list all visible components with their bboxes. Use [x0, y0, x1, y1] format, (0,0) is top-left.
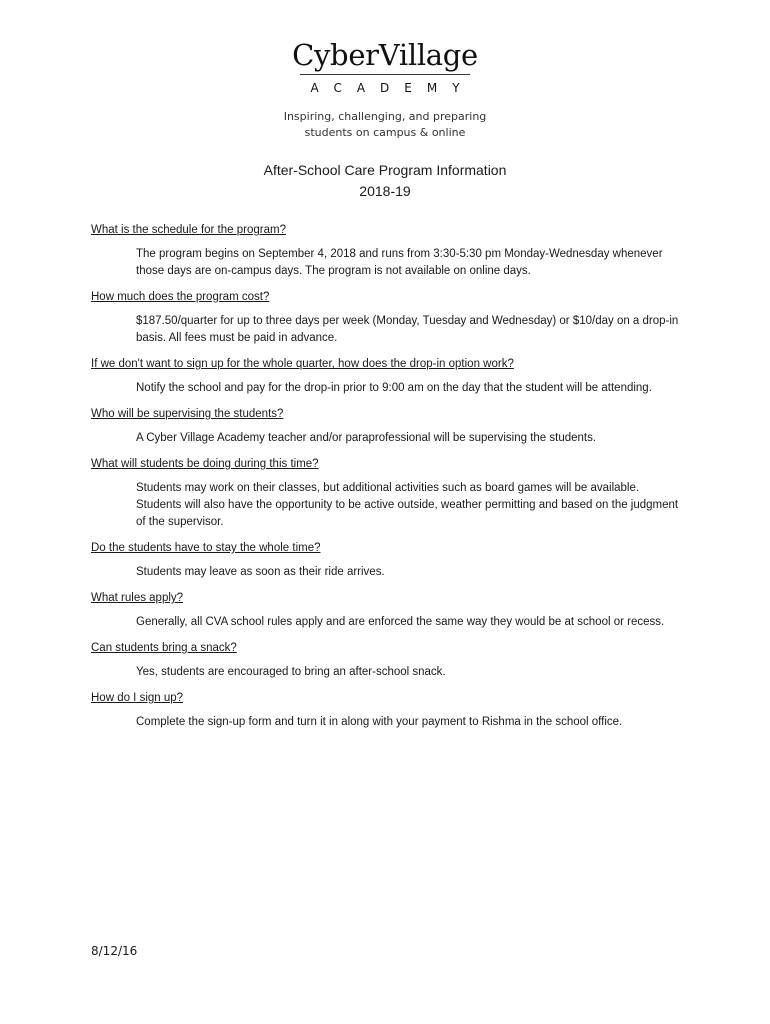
faq-item [91, 540, 691, 581]
footer-date: 8/12/16 [91, 944, 138, 958]
faq-question: What rules apply? [91, 592, 184, 604]
faq-question: How do I sign up? [91, 692, 184, 704]
faq-answer: A Cyber Village Academy teacher and/or paraprofessional will be supervising the students. [136, 432, 597, 444]
title-year: 2018-19 [359, 183, 411, 199]
faq-question: How much does the program cost? [91, 291, 270, 303]
faq-answer: Students may leave as soon as their ride arrives. [136, 566, 385, 578]
faq-question: Do the students have to stay the whole time? [91, 542, 321, 554]
faq-question: Can students bring a snack? [91, 642, 237, 654]
school-logo [0, 38, 770, 141]
logo-subtitle: ACADEMY [310, 81, 475, 95]
tagline-line-2: students on campus & online [304, 126, 466, 139]
faq-answer: Students may work on their classes, but additional activities such as board games will be available. Students will also have the opportunity to be active outside, weather permitting and based on the judgment of the supervisor. [136, 482, 679, 528]
faq-question: What will students be doing during this time? [91, 458, 319, 470]
faq-item [91, 289, 691, 347]
faq-item [91, 222, 691, 280]
faq-item [91, 456, 691, 531]
faq-item [91, 640, 691, 681]
faq-answer: Notify the school and pay for the drop-in prior to 9:00 am on the day that the student will be attending. [136, 382, 652, 394]
faq-answer: Generally, all CVA school rules apply and are enforced the same way they would be at school or recess. [136, 616, 665, 628]
faq-item [91, 406, 691, 447]
faq-question: What is the schedule for the program? [91, 224, 286, 236]
title-line-1: After-School Care Program Information [263, 162, 507, 178]
document-title [0, 160, 770, 202]
faq-question: Who will be supervising the students? [91, 408, 284, 420]
tagline [0, 109, 770, 141]
faq-question: If we don't want to sign up for the whole quarter, how does the drop-in option work? [91, 358, 514, 370]
faq-answer: The program begins on September 4, 2018 and runs from 3:30-5:30 pm Monday-Wednesday whenever those days are on-campus days. The program is not available on online days. [136, 248, 663, 277]
faq-list [91, 222, 691, 740]
tagline-line-1: Inspiring, challenging, and preparing [283, 110, 487, 123]
faq-answer: Complete the sign-up form and turn it in along with your payment to Rishma in the school office. [136, 716, 623, 728]
faq-item [91, 356, 691, 397]
faq-item [91, 690, 691, 731]
faq-answer: Yes, students are encouraged to bring an after-school snack. [136, 666, 446, 678]
faq-answer: $187.50/quarter for up to three days per week (Monday, Tuesday and Wednesday) or $10/day on a drop-in basis. All fees must be paid in advance. [136, 315, 679, 344]
logo-divider [300, 74, 470, 75]
faq-item [91, 590, 691, 631]
logo-name: CyberVillage [292, 38, 478, 72]
